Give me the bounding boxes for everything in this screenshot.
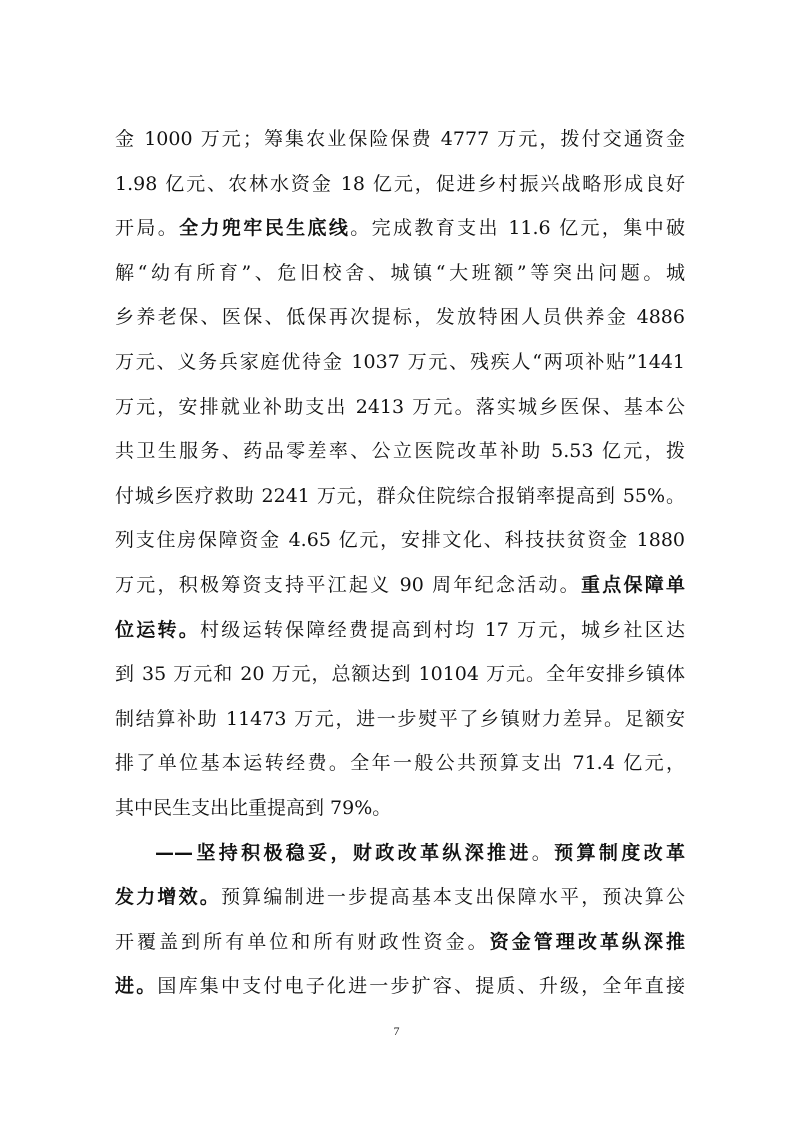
text-line-11 [115, 563, 685, 608]
text-line-14 [115, 697, 685, 742]
text-segment: 列支住房保障资金 4.65 亿元，安排文化、科技扶贫资金 1880 [115, 529, 685, 552]
text-line-20 [115, 964, 685, 1009]
text-line-6 [115, 340, 685, 385]
text-segment: 。完成教育支出 11.6 亿元，集中破 [350, 217, 685, 240]
text-segment: 解“幼有所育”、危旧校舍、城镇“大班额”等突出问题。城 [115, 261, 685, 284]
bold-heading-fund-management-cont: 进。 [115, 975, 158, 998]
text-line-5 [115, 295, 685, 340]
text-line-16 [115, 786, 685, 831]
text-line-15 [115, 741, 685, 786]
text-segment: 乡养老保、医保、低保再次提标，发放特困人员供养金 4886 [115, 306, 685, 329]
text-segment: 其中民生支出比重提高到 79%。 [115, 796, 392, 819]
bold-heading-budget-reform: 预算制度改革 [554, 841, 685, 864]
bold-heading-bao-zhang-cont: 位运转。 [115, 618, 201, 641]
text-segment: 开局。 [115, 217, 180, 240]
text-line-2 [115, 162, 685, 207]
text-segment: 村级运转保障经费提高到村均 17 万元，城乡社区达 [200, 618, 685, 641]
bold-heading-budget-reform-cont: 发力增效。 [115, 886, 221, 909]
text-segment: 付城乡医疗救助 2241 万元，群众住院综合报销率提高到 55%。 [115, 484, 685, 507]
text-line-9 [115, 474, 685, 519]
body-text [115, 117, 685, 1009]
text-segment: 万元，积极筹资支持平江起义 90 周年纪念活动。 [115, 573, 581, 596]
text-line-17 [115, 831, 685, 876]
text-line-10 [115, 518, 685, 563]
text-segment: 到 35 万元和 20 万元，总额达到 10104 万元。全年安排乡镇体 [115, 663, 685, 686]
page-number: 7 [393, 1024, 400, 1038]
text-line-12 [115, 608, 685, 653]
bold-heading-bao-zhang: 重点保障单 [580, 573, 685, 596]
text-segment: 万元、义务兵家庭优待金 1037 万元、残疾人“两项补贴”1441 [115, 350, 685, 373]
text-segment: 万元，安排就业补助支出 2413 万元。落实城乡医保、基本公 [115, 395, 685, 418]
text-segment: 共卫生服务、药品零差率、公立医院改革补助 5.53 亿元，拨 [115, 440, 685, 463]
text-segment: 金 1000 万元；筹集农业保险保费 4777 万元，拨付交通资金 [115, 128, 685, 150]
text-segment: 制结算补助 11473 万元，进一步熨平了乡镇财力差异。足额安 [115, 707, 685, 730]
text-segment: 国库集中支付电子化进一步扩容、提质、升级，全年直接 [157, 975, 685, 998]
bold-heading-min-sheng: 全力兜牢民生底线 [179, 217, 351, 240]
text-segment: 开覆盖到所有单位和所有财政性资金。 [115, 930, 490, 953]
text-line-7 [115, 385, 685, 430]
text-segment: 排了单位基本运转经费。全年一般公共预算支出 71.4 亿元， [115, 752, 685, 775]
text-line-18 [115, 875, 685, 920]
text-line-4 [115, 251, 685, 296]
text-line-19 [115, 920, 685, 965]
bold-heading-fund-management: 资金管理改革纵深推 [489, 930, 685, 953]
text-line-13 [115, 652, 685, 697]
section-heading-reform: ——坚持积极稳妥，财政改革纵深推进 [155, 841, 532, 864]
text-segment: 。 [531, 841, 555, 864]
text-segment: 1.98 亿元、农林水资金 18 亿元，促进乡村振兴战略形成良好 [115, 172, 685, 195]
text-line-1 [115, 117, 685, 162]
text-line-3 [115, 206, 685, 251]
text-segment: 预算编制进一步提高基本支出保障水平，预决算公 [220, 886, 685, 909]
text-line-8 [115, 429, 685, 474]
